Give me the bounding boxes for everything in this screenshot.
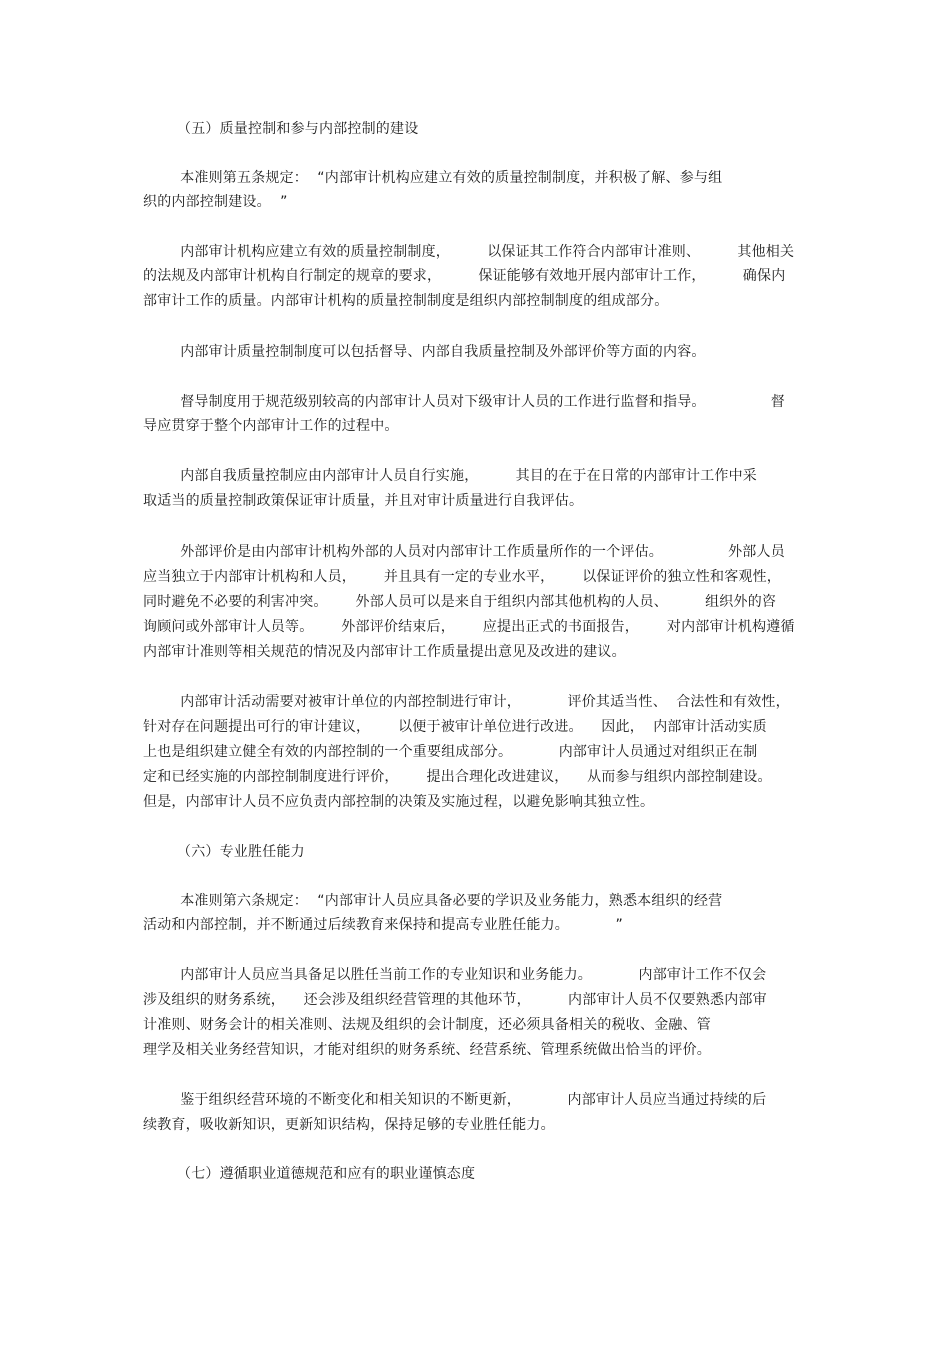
paragraph-line: 针对存在问题提出可行的审计建议， 以便于被审计单位进行改进。 因此， 内部审计活动实质 (143, 719, 767, 735)
paragraph-line: 同时避免不必要的利害冲突。 外部人员可以是来自于组织内部其他机构的人员、 组织外的咨 (143, 594, 777, 610)
paragraph-line: 定和已经实施的内部控制制度进行评价， 提出合理化改进建议， 从而参与组织内部控制建设。 (143, 769, 772, 785)
paragraph-line: 织的内部控制建设。 ” (143, 194, 288, 210)
section-heading-6: （六）专业胜任能力 (177, 844, 305, 860)
paragraph-line: 续教育，吸收新知识，更新知识结构，保持足够的专业胜任能力。 (143, 1117, 555, 1133)
paragraph-line: 外部评价是由内部审计机构外部的人员对内部审计工作质量所作的一个评估。 外部人员 (143, 544, 785, 560)
paragraph-line: 部审计工作的质量。内部审计机构的质量控制制度是组织内部控制制度的组成部分。 (143, 293, 669, 309)
paragraph-line: 计准则、财务会计的相关准则、法规及组织的会计制度，还必须具备相关的税收、金融、管 (143, 1017, 711, 1033)
paragraph-line: 本准则第六条规定： “内部审计人员应具备必要的学识及业务能力，熟悉本组织的经营 (143, 893, 723, 909)
paragraph-line: 督导制度用于规范级别较高的内部审计人员对下级审计人员的工作进行监督和指导。 督 (143, 394, 785, 410)
paragraph-line: 内部审计准则等相关规范的情况及内部审计工作质量提出意见及改进的建议。 (143, 644, 626, 660)
section-heading-5: （五）质量控制和参与内部控制的建设 (177, 121, 419, 137)
paragraph-line: 内部审计人员应当具备足以胜任当前工作的专业知识和业务能力。 内部审计工作不仅会 (143, 967, 767, 983)
paragraph-line: 活动和内部控制，并不断通过后续教育来保持和提高专业胜任能力。 ” (143, 917, 623, 933)
paragraph-line: 取适当的质量控制政策保证审计质量，并且对审计质量进行自我评估。 (143, 493, 584, 509)
paragraph-line: 鉴于组织经营环境的不断变化和相关知识的不断更新， 内部审计人员应当通过持续的后 (143, 1092, 767, 1108)
paragraph-line: 的法规及内部审计机构自行制定的规章的要求， 保证能够有效地开展内部审计工作， 确保内 (143, 268, 786, 284)
paragraph-line: 本准则第五条规定： “内部审计机构应建立有效的质量控制制度，并积极了解、参与组 (143, 170, 723, 186)
section-heading-7: （七）遵循职业道德规范和应有的职业谨慎态度 (177, 1166, 476, 1182)
paragraph-line: 导应贯穿于整个内部审计工作的过程中。 (143, 418, 399, 434)
paragraph-line: 涉及组织的财务系统， 还会涉及组织经营管理的其他环节， 内部审计人员不仅要熟悉内部审 (143, 992, 767, 1008)
paragraph-line: 内部审计机构应建立有效的质量控制制度， 以保证其工作符合内部审计准则、 其他相关 (143, 244, 795, 260)
paragraph-line: 但是，内部审计人员不应负责内部控制的决策及实施过程，以避免影响其独立性。 (143, 794, 655, 810)
paragraph-line: 内部自我质量控制应由内部审计人员自行实施， 其目的在于在日常的内部审计工作中采 (143, 468, 758, 484)
paragraph-line: 内部审计质量控制制度可以包括督导、内部自我质量控制及外部评价等方面的内容。 (143, 344, 706, 360)
paragraph-line: 内部审计活动需要对被审计单位的内部控制进行审计， 评价其适当性、 合法性和有效性， (143, 694, 790, 710)
paragraph-line: 应当独立于内部审计机构和人员， 并且具有一定的专业水平， 以保证评价的独立性和客观性， (143, 569, 781, 585)
paragraph-line: 理学及相关业务经营知识，才能对组织的财务系统、经营系统、管理系统做出恰当的评价。 (143, 1042, 711, 1058)
paragraph-line: 上也是组织建立健全有效的内部控制的一个重要组成部分。 内部审计人员通过对组织正在制 (143, 744, 758, 760)
paragraph-line: 询顾问或外部审计人员等。 外部评价结束后， 应提出正式的书面报告， 对内部审计机构遵循 (143, 619, 795, 635)
